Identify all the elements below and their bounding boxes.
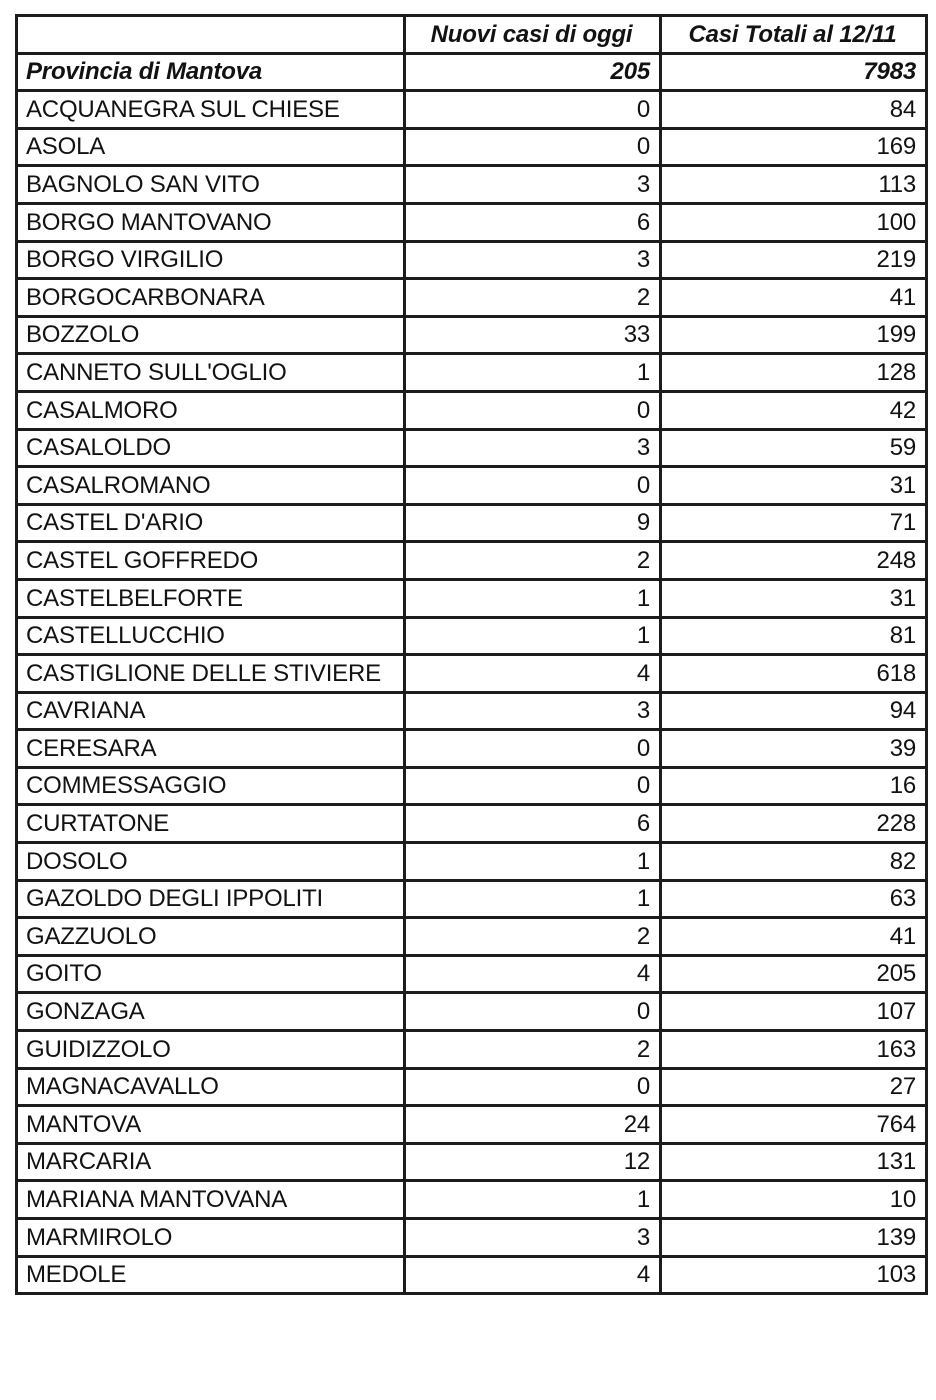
new-cases-cell: 2 <box>405 1031 661 1069</box>
municipality-name-cell: CASTEL GOFFREDO <box>17 542 405 580</box>
municipality-name-cell: GONZAGA <box>17 993 405 1031</box>
new-cases-cell: 3 <box>405 692 661 730</box>
total-cases-cell: 39 <box>661 730 927 768</box>
municipality-name-cell: BAGNOLO SAN VITO <box>17 166 405 204</box>
municipality-name-cell: ACQUANEGRA SUL CHIESE <box>17 91 405 129</box>
new-cases-cell: 1 <box>405 354 661 392</box>
municipality-name-cell: CASALROMANO <box>17 467 405 505</box>
province-summary-row <box>17 53 927 91</box>
municipality-name-cell: CANNETO SULL'OGLIO <box>17 354 405 392</box>
total-cases-cell: 41 <box>661 918 927 956</box>
new-cases-cell: 3 <box>405 429 661 467</box>
table-row <box>17 1068 927 1106</box>
covid-cases-table <box>15 14 928 1295</box>
new-cases-cell: 1 <box>405 1181 661 1219</box>
new-cases-cell: 3 <box>405 1219 661 1257</box>
municipality-name-cell: CASALMORO <box>17 391 405 429</box>
total-cases-cell: 27 <box>661 1068 927 1106</box>
col-header-total-cases: Casi Totali al 12/11 <box>661 16 927 54</box>
municipality-name-cell: CASTELLUCCHIO <box>17 617 405 655</box>
table-row <box>17 1219 927 1257</box>
municipality-name-cell: BORGO MANTOVANO <box>17 203 405 241</box>
municipality-name-cell: GAZOLDO DEGLI IPPOLITI <box>17 880 405 918</box>
table-row <box>17 805 927 843</box>
municipality-name-cell: MANTOVA <box>17 1106 405 1144</box>
new-cases-cell: 1 <box>405 843 661 881</box>
total-cases-cell: 84 <box>661 91 927 129</box>
province-name-cell: Provincia di Mantova <box>17 53 405 91</box>
table-row <box>17 203 927 241</box>
new-cases-cell: 0 <box>405 767 661 805</box>
new-cases-cell: 12 <box>405 1143 661 1181</box>
header-row <box>17 16 927 54</box>
municipality-name-cell: MEDOLE <box>17 1256 405 1294</box>
municipality-name-cell: DOSOLO <box>17 843 405 881</box>
table-row <box>17 241 927 279</box>
municipality-name-cell: CAVRIANA <box>17 692 405 730</box>
table-row <box>17 767 927 805</box>
municipality-name-cell: CURTATONE <box>17 805 405 843</box>
table-row <box>17 655 927 693</box>
municipality-name-cell: BOZZOLO <box>17 316 405 354</box>
new-cases-cell: 1 <box>405 880 661 918</box>
total-cases-cell: 128 <box>661 354 927 392</box>
municipality-name-cell: MARIANA MANTOVANA <box>17 1181 405 1219</box>
total-cases-cell: 16 <box>661 767 927 805</box>
new-cases-cell: 1 <box>405 579 661 617</box>
table-row <box>17 955 927 993</box>
table-row <box>17 504 927 542</box>
new-cases-cell: 0 <box>405 391 661 429</box>
new-cases-cell: 24 <box>405 1106 661 1144</box>
total-cases-cell: 81 <box>661 617 927 655</box>
table-body <box>17 91 927 1294</box>
total-cases-cell: 10 <box>661 1181 927 1219</box>
table-row <box>17 1031 927 1069</box>
municipality-name-cell: CASTEL D'ARIO <box>17 504 405 542</box>
total-cases-cell: 618 <box>661 655 927 693</box>
new-cases-cell: 2 <box>405 542 661 580</box>
total-cases-cell: 31 <box>661 467 927 505</box>
total-cases-cell: 205 <box>661 955 927 993</box>
municipality-name-cell: CERESARA <box>17 730 405 768</box>
municipality-name-cell: BORGOCARBONARA <box>17 279 405 317</box>
total-cases-cell: 199 <box>661 316 927 354</box>
total-cases-cell: 82 <box>661 843 927 881</box>
total-cases-cell: 131 <box>661 1143 927 1181</box>
total-cases-cell: 764 <box>661 1106 927 1144</box>
table-row <box>17 617 927 655</box>
new-cases-cell: 3 <box>405 166 661 204</box>
total-cases-cell: 94 <box>661 692 927 730</box>
col-header-municipality <box>17 16 405 54</box>
table-row <box>17 316 927 354</box>
total-cases-cell: 71 <box>661 504 927 542</box>
new-cases-cell: 0 <box>405 467 661 505</box>
total-cases-cell: 63 <box>661 880 927 918</box>
table-row <box>17 391 927 429</box>
new-cases-cell: 4 <box>405 955 661 993</box>
new-cases-cell: 0 <box>405 128 661 166</box>
table-row <box>17 1106 927 1144</box>
municipality-name-cell: ASOLA <box>17 128 405 166</box>
province-total-cases-cell: 7983 <box>661 53 927 91</box>
total-cases-cell: 100 <box>661 203 927 241</box>
new-cases-cell: 0 <box>405 91 661 129</box>
new-cases-cell: 0 <box>405 993 661 1031</box>
table-row <box>17 1256 927 1294</box>
total-cases-cell: 228 <box>661 805 927 843</box>
total-cases-cell: 59 <box>661 429 927 467</box>
table-row <box>17 579 927 617</box>
municipality-name-cell: GUIDIZZOLO <box>17 1031 405 1069</box>
table-row <box>17 128 927 166</box>
new-cases-cell: 0 <box>405 1068 661 1106</box>
new-cases-cell: 6 <box>405 805 661 843</box>
total-cases-cell: 42 <box>661 391 927 429</box>
col-header-new-cases: Nuovi casi di oggi <box>405 16 661 54</box>
table-row <box>17 429 927 467</box>
new-cases-cell: 3 <box>405 241 661 279</box>
table-row <box>17 279 927 317</box>
total-cases-cell: 107 <box>661 993 927 1031</box>
total-cases-cell: 248 <box>661 542 927 580</box>
new-cases-cell: 1 <box>405 617 661 655</box>
total-cases-cell: 163 <box>661 1031 927 1069</box>
table-row <box>17 467 927 505</box>
table-row <box>17 692 927 730</box>
table-row <box>17 354 927 392</box>
new-cases-cell: 2 <box>405 918 661 956</box>
municipality-name-cell: CASTELBELFORTE <box>17 579 405 617</box>
total-cases-cell: 103 <box>661 1256 927 1294</box>
total-cases-cell: 31 <box>661 579 927 617</box>
municipality-name-cell: COMMESSAGGIO <box>17 767 405 805</box>
table-row <box>17 1181 927 1219</box>
municipality-name-cell: GOITO <box>17 955 405 993</box>
new-cases-cell: 6 <box>405 203 661 241</box>
table-row <box>17 843 927 881</box>
total-cases-cell: 113 <box>661 166 927 204</box>
table-row <box>17 918 927 956</box>
new-cases-cell: 4 <box>405 655 661 693</box>
new-cases-cell: 2 <box>405 279 661 317</box>
municipality-name-cell: MAGNACAVALLO <box>17 1068 405 1106</box>
municipality-name-cell: MARCARIA <box>17 1143 405 1181</box>
table-row <box>17 166 927 204</box>
municipality-name-cell: CASTIGLIONE DELLE STIVIERE <box>17 655 405 693</box>
table-row <box>17 993 927 1031</box>
new-cases-cell: 0 <box>405 730 661 768</box>
table-row <box>17 91 927 129</box>
municipality-name-cell: MARMIROLO <box>17 1219 405 1257</box>
table-row <box>17 730 927 768</box>
table-row <box>17 542 927 580</box>
table-row <box>17 880 927 918</box>
total-cases-cell: 41 <box>661 279 927 317</box>
new-cases-cell: 4 <box>405 1256 661 1294</box>
municipality-name-cell: CASALOLDO <box>17 429 405 467</box>
province-new-cases-cell: 205 <box>405 53 661 91</box>
table-row <box>17 1143 927 1181</box>
total-cases-cell: 219 <box>661 241 927 279</box>
municipality-name-cell: BORGO VIRGILIO <box>17 241 405 279</box>
total-cases-cell: 139 <box>661 1219 927 1257</box>
total-cases-cell: 169 <box>661 128 927 166</box>
municipality-name-cell: GAZZUOLO <box>17 918 405 956</box>
new-cases-cell: 33 <box>405 316 661 354</box>
new-cases-cell: 9 <box>405 504 661 542</box>
